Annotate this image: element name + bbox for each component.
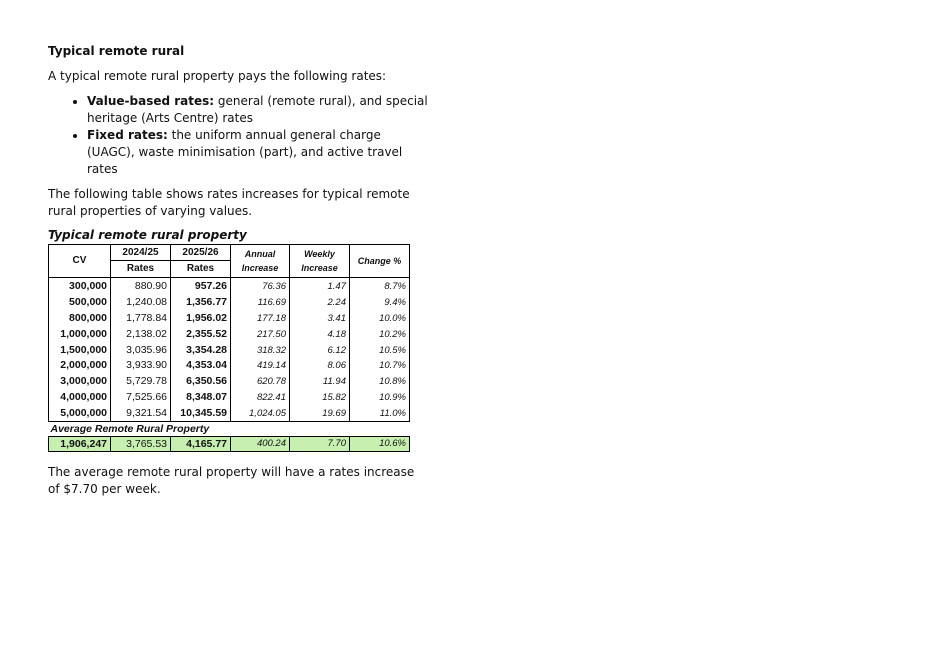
intro-paragraph: A typical remote rural property pays the following rates: <box>48 69 387 83</box>
header-top: Annual <box>244 249 276 259</box>
row-2025-26-rates: 10,345.59 <box>171 405 231 421</box>
row-cv: 4,000,000 <box>49 390 111 406</box>
row-2025-26-rates: 2,355.52 <box>171 326 231 342</box>
row-2025-26-rates: 8,348.07 <box>171 390 231 406</box>
row-annual-increase: 217.50 <box>231 326 290 342</box>
table-row <box>49 358 410 374</box>
section-heading: Typical remote rural <box>48 44 185 58</box>
average-weekly-increase: 7.70 <box>290 437 350 452</box>
average-2024-25-rates: 3,765.53 <box>111 437 171 452</box>
table-title: Typical remote rural property <box>48 228 247 242</box>
row-2025-26-rates: 1,356.77 <box>171 295 231 311</box>
table-body <box>49 278 410 422</box>
row-weekly-increase: 8.06 <box>290 358 350 374</box>
row-2024-25-rates: 1,240.08 <box>111 295 171 311</box>
row-annual-increase: 177.18 <box>231 311 290 327</box>
header-weekly-increase <box>290 245 350 278</box>
table-row <box>49 326 410 342</box>
bullet-label: Fixed rates: <box>87 128 168 142</box>
bullet-fixed-rates <box>87 127 428 178</box>
bullet-value-based-rates <box>87 93 428 127</box>
row-2024-25-rates: 7,525.66 <box>111 390 171 406</box>
row-change-percent: 10.0% <box>350 311 410 327</box>
bullet-label: Value-based rates: <box>87 94 215 108</box>
header-2025-26-rates <box>171 245 231 278</box>
table-row <box>49 278 410 295</box>
row-2025-26-rates: 957.26 <box>171 278 231 295</box>
header-cv: CV <box>49 245 111 278</box>
row-2024-25-rates: 3,035.96 <box>111 342 171 358</box>
header-bottom: Increase <box>241 263 279 273</box>
table-row <box>49 390 410 406</box>
row-2024-25-rates: 5,729.78 <box>111 374 171 390</box>
row-annual-increase: 419.14 <box>231 358 290 374</box>
row-cv: 1,500,000 <box>49 342 111 358</box>
row-weekly-increase: 1.47 <box>290 278 350 295</box>
row-cv: 1,000,000 <box>49 326 111 342</box>
average-label: Average Remote Rural Property <box>50 423 210 436</box>
header-bottom: Increase <box>301 263 338 273</box>
table-header-row <box>49 245 410 278</box>
bullet-text: the uniform annual general charge (UAGC), waste minimisation (part), and active travel rates <box>87 128 403 176</box>
row-2024-25-rates: 1,778.84 <box>111 311 171 327</box>
row-cv: 3,000,000 <box>49 374 111 390</box>
rates-table <box>48 244 410 452</box>
document-content <box>48 44 428 506</box>
row-annual-increase: 822.41 <box>231 390 290 406</box>
table-row <box>49 311 410 327</box>
row-2025-26-rates: 3,354.28 <box>171 342 231 358</box>
row-cv: 800,000 <box>49 311 111 327</box>
header-2024-25-rates <box>111 245 171 278</box>
row-2024-25-rates: 9,321.54 <box>111 405 171 421</box>
row-cv: 5,000,000 <box>49 405 111 421</box>
rates-bullet-list <box>48 93 428 178</box>
row-weekly-increase: 15.82 <box>290 390 350 406</box>
row-2024-25-rates: 3,933.90 <box>111 358 171 374</box>
row-weekly-increase: 2.24 <box>290 295 350 311</box>
row-weekly-increase: 11.94 <box>290 374 350 390</box>
row-annual-increase: 318.32 <box>231 342 290 358</box>
average-annual-increase: 400.24 <box>231 437 290 452</box>
table-intro-paragraph: The following table shows rates increases for typical remote rural properties of varying values. <box>48 187 410 218</box>
row-annual-increase: 76.36 <box>231 278 290 295</box>
row-change-percent: 10.7% <box>350 358 410 374</box>
row-2024-25-rates: 880.90 <box>111 278 171 295</box>
header-top: 2025/26 <box>182 247 219 258</box>
header-bottom: Rates <box>171 260 230 276</box>
footer-paragraph: The average remote rural property will have a rates increase of $7.70 per week. <box>48 465 415 497</box>
table-row <box>49 374 410 390</box>
header-bottom: Rates <box>111 260 170 276</box>
bullet-text: general (remote rural), and special heritage (Arts Centre) rates <box>87 94 428 125</box>
row-2025-26-rates: 4,353.04 <box>171 358 231 374</box>
header-top: 2024/25 <box>122 247 159 258</box>
row-change-percent: 10.9% <box>350 390 410 406</box>
row-change-percent: 10.5% <box>350 342 410 358</box>
table-row <box>49 342 410 358</box>
average-change-percent: 10.6% <box>350 437 410 452</box>
table-row <box>49 405 410 421</box>
row-change-percent: 10.8% <box>350 374 410 390</box>
row-weekly-increase: 3.41 <box>290 311 350 327</box>
row-change-percent: 9.4% <box>350 295 410 311</box>
row-change-percent: 8.7% <box>350 278 410 295</box>
row-weekly-increase: 4.18 <box>290 326 350 342</box>
row-change-percent: 10.2% <box>350 326 410 342</box>
row-cv: 2,000,000 <box>49 358 111 374</box>
row-cv: 500,000 <box>49 295 111 311</box>
header-change-percent: Change % <box>350 245 410 278</box>
average-label-row <box>49 422 410 437</box>
row-2025-26-rates: 6,350.56 <box>171 374 231 390</box>
row-weekly-increase: 6.12 <box>290 342 350 358</box>
row-2024-25-rates: 2,138.02 <box>111 326 171 342</box>
row-2025-26-rates: 1,956.02 <box>171 311 231 327</box>
row-annual-increase: 116.69 <box>231 295 290 311</box>
row-annual-increase: 620.78 <box>231 374 290 390</box>
average-cv: 1,906,247 <box>49 437 111 452</box>
header-annual-increase <box>231 245 290 278</box>
average-2025-26-rates: 4,165.77 <box>171 437 231 452</box>
table-row <box>49 295 410 311</box>
row-change-percent: 11.0% <box>350 405 410 421</box>
row-annual-increase: 1,024.05 <box>231 405 290 421</box>
average-row <box>49 437 410 452</box>
header-top: Weekly <box>304 249 335 259</box>
row-cv: 300,000 <box>49 278 111 295</box>
row-weekly-increase: 19.69 <box>290 405 350 421</box>
